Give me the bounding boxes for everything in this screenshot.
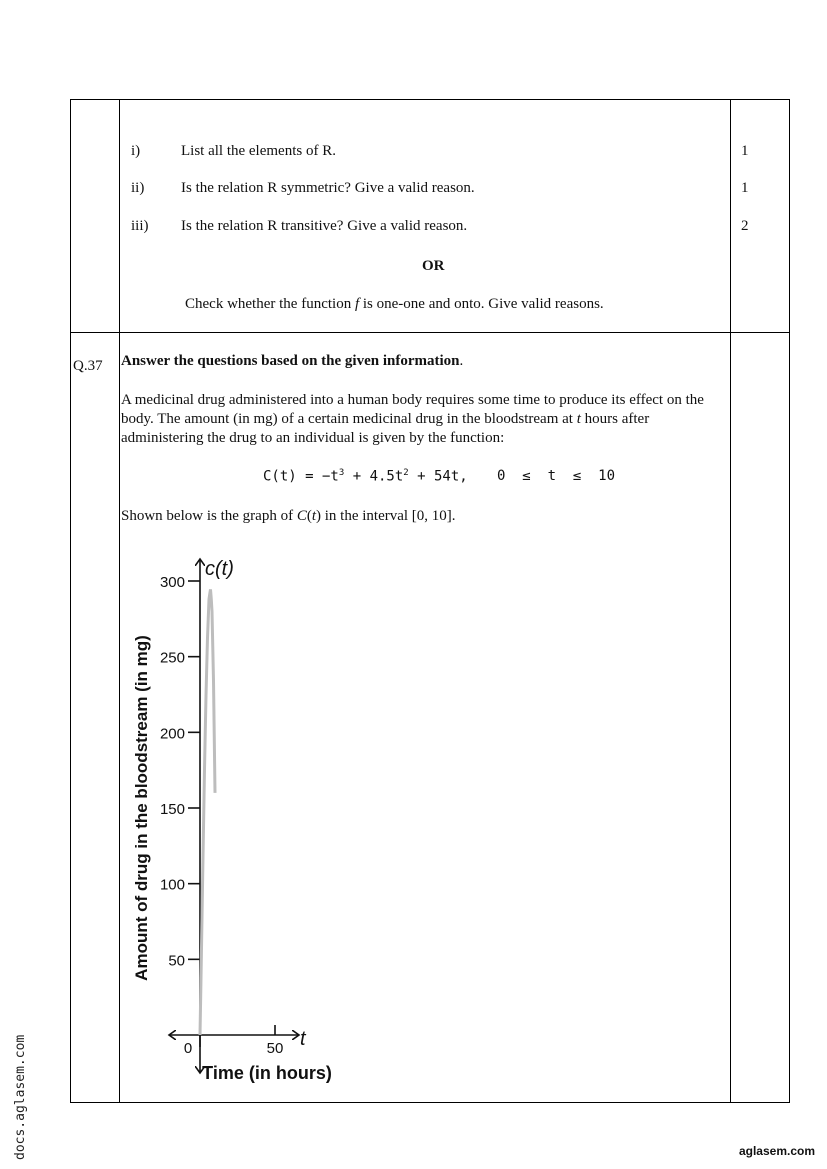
y-tick-label: 100 [159, 876, 185, 894]
footer-watermark: aglasem.com [738, 1144, 815, 1158]
item-marks: 1 [741, 180, 749, 196]
drug-concentration-graph [120, 545, 360, 1090]
item-text: Is the relation R transitive? Give a valid reason. [181, 218, 468, 234]
concentration-curve [200, 589, 215, 1035]
item-number: i) [131, 143, 141, 159]
item-number: ii) [131, 180, 145, 196]
x-axis-label: Time (in hours) [202, 1063, 332, 1083]
graph-intro: Shown below is the graph of C(t) in the interval [0, 10]. [121, 508, 456, 524]
item-marks: 2 [741, 218, 749, 234]
x-axis-symbol: t [300, 1028, 306, 1050]
y-tick-label: 250 [159, 649, 185, 667]
alternative-question: Check whether the function f is one-one and onto. Give valid reasons. [185, 296, 604, 312]
y-axis-label: Amount of drug in the bloodstream (in mg) [132, 635, 151, 981]
question-number: Q.37 [73, 358, 103, 374]
y-tick-label: 50 [168, 952, 185, 970]
y-tick-label: 200 [159, 725, 185, 743]
side-watermark: docs.aglasem.com [13, 1034, 28, 1160]
y-tick-label: 150 [159, 801, 185, 818]
function-formula: $C(t) = -t^3 + 4.5t^2 + 54t$, [263, 468, 468, 485]
or-label: OR [422, 258, 445, 274]
x-tick-label: 50 [266, 1040, 284, 1057]
y-tick-label: 300 [159, 574, 185, 591]
item-marks: 1 [741, 143, 749, 159]
question-heading: Answer the questions based on the given information. [121, 353, 464, 369]
x-tick-label: 0 [183, 1040, 193, 1057]
item-text: List all the elements of R. [181, 143, 336, 159]
item-number: iii) [131, 218, 149, 234]
y-axis-symbol: c(t) [205, 558, 234, 580]
row-divider [71, 332, 789, 333]
item-text: Is the relation R symmetric? Give a valid reason. [181, 180, 475, 196]
column-divider-marks [730, 100, 731, 1102]
function-domain: 0 ≤ t ≤ 10 [497, 468, 616, 484]
question-paragraph: A medicinal drug administered into a human body requires some time to produce its effect on the body. The amount (in mg) of a certain medicinal drug in the bloodstream at t hours after administering the drug to an individual is given by the function: [121, 392, 704, 446]
